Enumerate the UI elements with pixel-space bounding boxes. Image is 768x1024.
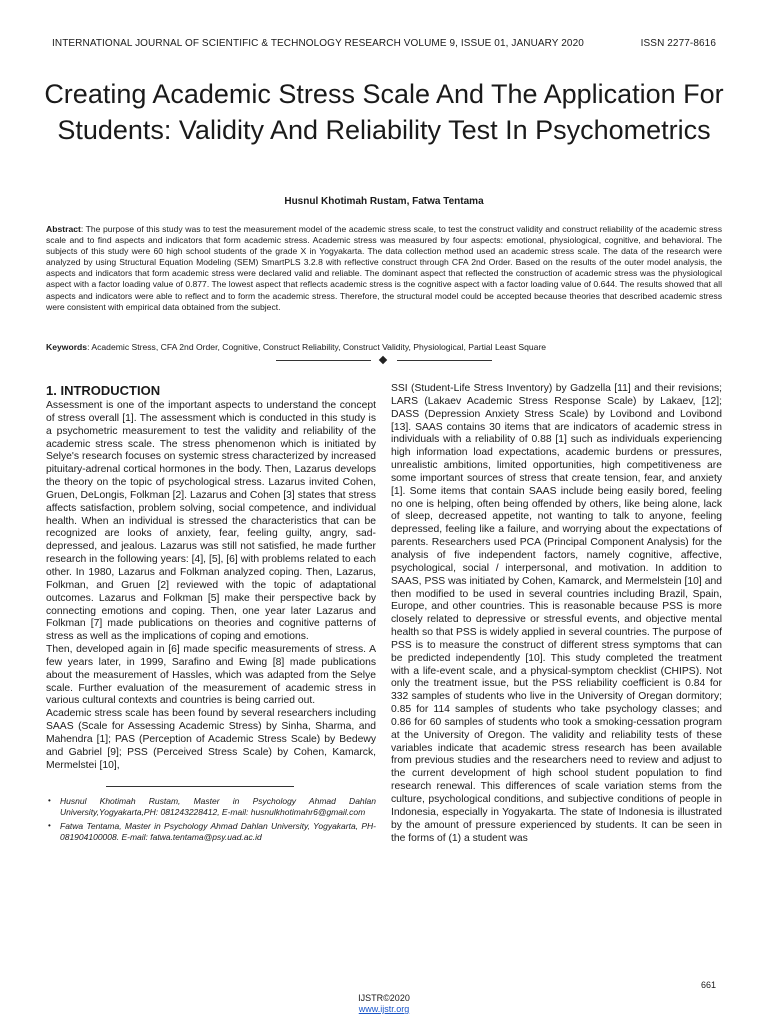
abstract xyxy=(46,224,722,313)
footnote-item xyxy=(46,796,376,817)
footnote-item xyxy=(46,821,376,842)
keywords xyxy=(46,342,722,353)
page-footer xyxy=(0,993,768,1015)
footnote-text: Husnul Khotimah Rustam, Master in Psychology Ahmad Dahlan University,Yogyakarta,PH: 081243228412, E-mail: husnulkhotimahr6@gmail.com xyxy=(60,796,376,817)
abstract-text: : The purpose of this study was to test the measurement model of the academic stress scale, to test the construct validity and construct reliability of the academic stress scale and to find aspects and indicators that form academic stress. Academic stress was measured by four aspects: emotional, physiological, cognitive, and behavioral. The subjects of this study were 60 high school students of the grade X in Yogyakarta. The data collection method used an academic stress scale. The data of the research were analyzed by using Structural Equation Modeling (SEM) SmartPLS 3.2.8 with reflective construct through CFA 2nd Order. Based on the results of the outer model analysis, the aspects and indicators that form academic stress were declared valid and reliable. The dominant aspect that reflected the construction of academic stress was the physiological aspect with a factor loading value of 0.877. The lowest aspect that reflects academic stress is the cognitive aspect with a factor loading value of 0.644. The results showed that all aspects and indicators were able to reflect and to form the academic stress. Therefore, the structural model could be accepted because theories that described academic stress were consistent with empirical data obtained from the subject. xyxy=(46,224,722,312)
journal-header: INTERNATIONAL JOURNAL OF SCIENTIFIC & TECHNOLOGY RESEARCH VOLUME 9, ISSUE 01, JANUARY 2020 xyxy=(52,38,584,49)
bullet-icon: • xyxy=(48,796,51,806)
separator-line-left xyxy=(276,360,371,361)
section-separator xyxy=(276,355,492,367)
footer-copyright: IJSTR©2020 xyxy=(358,993,410,1003)
keywords-text: : Academic Stress, CFA 2nd Order, Cognitive, Construct Reliability, Construct Validity, Physiological, Partial Least Square xyxy=(87,342,547,352)
paragraph: Academic stress scale has been found by several researchers including SAAS (Scale for Assessing Academic Stress) by Sinha, Sharma, and Mahendra [1]; PAS (Perception of Academic Stress Scale) by Bedewy and Gabriel [9]; PSS (Perceived Stress Scale) by Cohen, Kamarck, Mermelstei [10], xyxy=(46,708,376,771)
separator-line-right xyxy=(397,360,492,361)
paragraph: SSI (Student-Life Stress Inventory) by Gadzella [11] and their revisions; LARS (Lakaev Academic Stress Response Scale) by Lakaev, [12]; DASS (Depression Anxiety Stress Scale) by Lovibond and Lovibond [13]. SAAS contains 30 items that are indicators of academic stress in individuals with a reliability of 0.88 [1] such as individuals experiencing high information load expectations, academic burdens or pressures, unrealistic ambitions, limited opportunities, high competitiveness are some important sources of stress that create tension, fear, and anxiety [1]. Some items that contain SAAS include being easily bored, feeling no one is helping, often being offended by others, like being alone, lack of sleep, decreased appetite, not wanting to talk to anyone, feeling depressed, feeling like a failure, and worrying about the expectations of parents. Researchers used PCA (Principal Component Analysis) for the analysis of five independent factors, namely cognitive, affective, psychological, social / interpersonal, and motivation. In addition to SAAS, PSS was initiated by Cohen, Kamarck, and Mermelstein [10] and then modified to be used in several countries including Brazil, Spain, Europe, and other countries. This is reasonable because PSS is more closely related to depressive or stressful events, and objective mental health so that PSS is widely applied in several countries. The purpose of PSS is to measure the construct of different stress symptoms that can be predicted independently [10]. This study completed the treatment with a life-event scale, and a physical-symptom checklist (CHIPS). Not only the treatment issue, but the PSS reliability coefficient is 0.84 for 332 samples of students who live in the University of Oregan dormitory; 0.85 for 114 samples of students who take psychology classes; and 0.86 for 60 samples of students who took a smoking-cessation program at the University of Oregon. The validity and reliability tests of these variables indicate that academic stress research has been available from previous studies and the researchers need to review and adjust to the current development of high school student population to find research renewal. This differences of scale variation stems from the culture, psychological conditions, and subjective conditions of people in Indonesia, especially in Yogyakarta. The state of Indonesia is illustrated by the amount of pressure experienced by students. It can be seen in the forms of (1) a student was xyxy=(391,383,722,844)
left-column xyxy=(46,383,376,846)
footnote-rule xyxy=(106,786,294,787)
right-column xyxy=(391,383,722,845)
footer-link[interactable]: www.ijstr.org xyxy=(358,1004,410,1014)
diamond-icon xyxy=(379,356,387,364)
author-line: Husnul Khotimah Rustam, Fatwa Tentama xyxy=(284,196,484,207)
paragraph: Then, developed again in [6] made specific measurements of stress. A few years later, in 1999, Sarafino and Ewing [8] made publications about the measurement of Hassles, which was adapted from the Selye scale. Further evaluation of the measurement of academic stress in various cultural contexts and countries is being carried out. xyxy=(46,644,376,707)
author-footnotes xyxy=(46,796,376,842)
bullet-icon: • xyxy=(48,821,51,831)
paragraph: Assessment is one of the important aspects to understand the concept of stress overall [1]. The assessment which is conducted in this study is a psychometric measurement to test the validity and reliability of the academic stress scale. The stress phenomenon which is initiated by Selye's research focuses on systemic stress characterized by increased pituitary-adrenal cortical hormones in the body. Then, Lazarus develops the theory on the topic of psychological stress. Lazarus invited Cohen, Gruen, DeLongis, Folkman [2]. Lazarus and Cohen [3] states that stress affects satisfaction, problem solving, social competence, and individual health. When an individual is stressed the characteristics that can be recognized are looks of anxiety, fear, feeling guilty, angry, sad-depressed, and jealous. Lazarus was still not satisfied, he made further research in the following years: [4], [5], [6] with problems related to each other. In 1980, Lazarus and Folkman analyzed coping. Then, Lazarus, Folkman, and Gruen [2] reviewed with the topic of adaptational outcomes. Lazarus and Folkman [5] make their perspective back by connecting emotions and coping. Then, one year later Lazarus and Folkman [7] made publications on theories and cognitive patterns of stress as well as the implications of coping and emotions. xyxy=(46,400,376,643)
abstract-label: Abstract xyxy=(46,224,81,234)
page-number: 661 xyxy=(700,980,716,990)
paper-title: Creating Academic Stress Scale And The Application For Students: Validity And Reliability Test In Psychometrics xyxy=(44,79,724,145)
section-heading-introduction: 1. INTRODUCTION xyxy=(46,383,161,398)
issn-header: ISSN 2277-8616 xyxy=(640,38,716,49)
footnote-text: Fatwa Tentama, Master in Psychology Ahmad Dahlan University, Yogyakarta, PH-081904100008. E-mail: fatwa.tentama@psy.uad.ac.id xyxy=(60,821,376,842)
keywords-label: Keywords xyxy=(46,342,88,352)
